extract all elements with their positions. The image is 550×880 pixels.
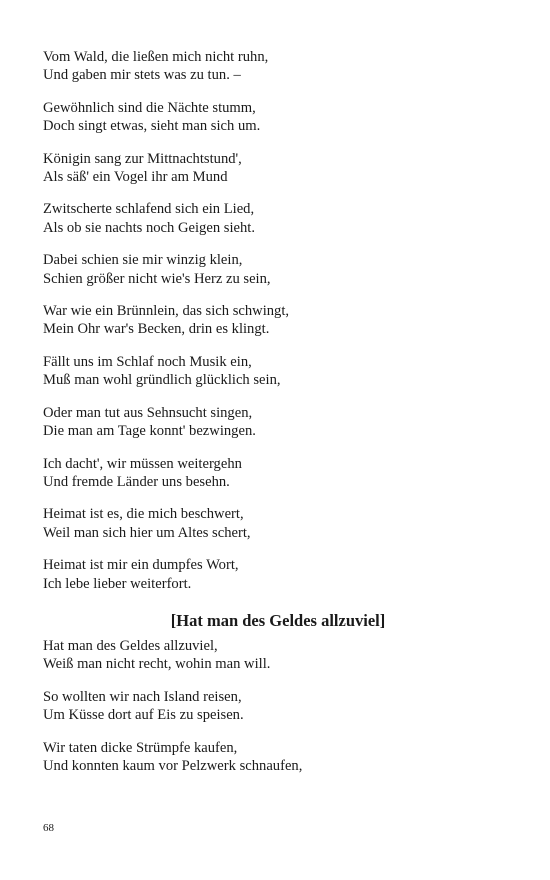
verse-line: War wie ein Brünnlein, das sich schwingt, <box>43 303 290 320</box>
stanza <box>43 637 513 674</box>
verse-line: Hat man des Geldes allzuviel, <box>43 637 218 654</box>
verse-line: Als säß' ein Vogel ihr am Mund <box>43 169 228 186</box>
verse-line: So wollten wir nach Island reisen, <box>43 688 242 705</box>
verse-line: Und konnten kaum vor Pelzwerk schnaufen, <box>43 757 303 774</box>
verse-line: Um Küsse dort auf Eis zu speisen. <box>43 707 244 724</box>
verse-line: Und gaben mir stets was zu tun. – <box>43 67 241 84</box>
verse-line: Doch singt etwas, sieht man sich um. <box>43 118 261 135</box>
stanza <box>43 251 513 288</box>
stanza <box>43 404 513 441</box>
verse-line: Wir taten dicke Strümpfe kaufen, <box>43 739 238 756</box>
page-number: 68 <box>43 822 54 834</box>
verse-line: Ich dacht', wir müssen weitergehn <box>43 455 242 472</box>
verse-line: Dabei schien sie mir winzig klein, <box>43 252 243 269</box>
stanza <box>43 99 513 136</box>
stanza <box>43 48 513 85</box>
verse-line: Heimat ist mir ein dumpfes Wort, <box>43 557 239 574</box>
stanza <box>43 455 513 492</box>
stanza <box>43 505 513 542</box>
poem-title: [Hat man des Geldes allzuviel] <box>170 610 386 630</box>
stanza <box>43 200 513 237</box>
stanza <box>43 302 513 339</box>
verse-line: Weil man sich hier um Altes schert, <box>43 524 251 541</box>
stanza <box>43 150 513 187</box>
verse-line: Muß man wohl gründlich glücklich sein, <box>43 372 281 389</box>
verse-line: Oder man tut aus Sehnsucht singen, <box>43 404 253 421</box>
verse-line: Ich lebe lieber weiterfort. <box>43 575 192 592</box>
verse-line: Als ob sie nachts noch Geigen sieht. <box>43 219 255 236</box>
verse-line: Fällt uns im Schlaf noch Musik ein, <box>43 353 252 370</box>
verse-line: Königin sang zur Mittnachtstund', <box>43 150 242 167</box>
stanza <box>43 688 513 725</box>
verse-line: Gewöhnlich sind die Nächte stumm, <box>43 99 256 116</box>
poem-continuation <box>43 48 513 593</box>
verse-line: Schien größer nicht wie's Herz zu sein, <box>43 270 271 287</box>
poem <box>43 637 513 775</box>
verse-line: Weiß man nicht recht, wohin man will. <box>43 656 271 673</box>
page-text <box>43 48 513 789</box>
verse-line: Und fremde Länder uns besehn. <box>43 473 230 490</box>
stanza <box>43 739 513 776</box>
verse-line: Vom Wald, die ließen mich nicht ruhn, <box>43 49 269 65</box>
stanza <box>43 556 513 593</box>
verse-line: Heimat ist es, die mich beschwert, <box>43 506 244 523</box>
stanza <box>43 353 513 390</box>
verse-line: Die man am Tage konnt' bezwingen. <box>43 423 256 440</box>
verse-line: Zwitscherte schlafend sich ein Lied, <box>43 201 255 218</box>
verse-line: Mein Ohr war's Becken, drin es klingt. <box>43 321 270 338</box>
